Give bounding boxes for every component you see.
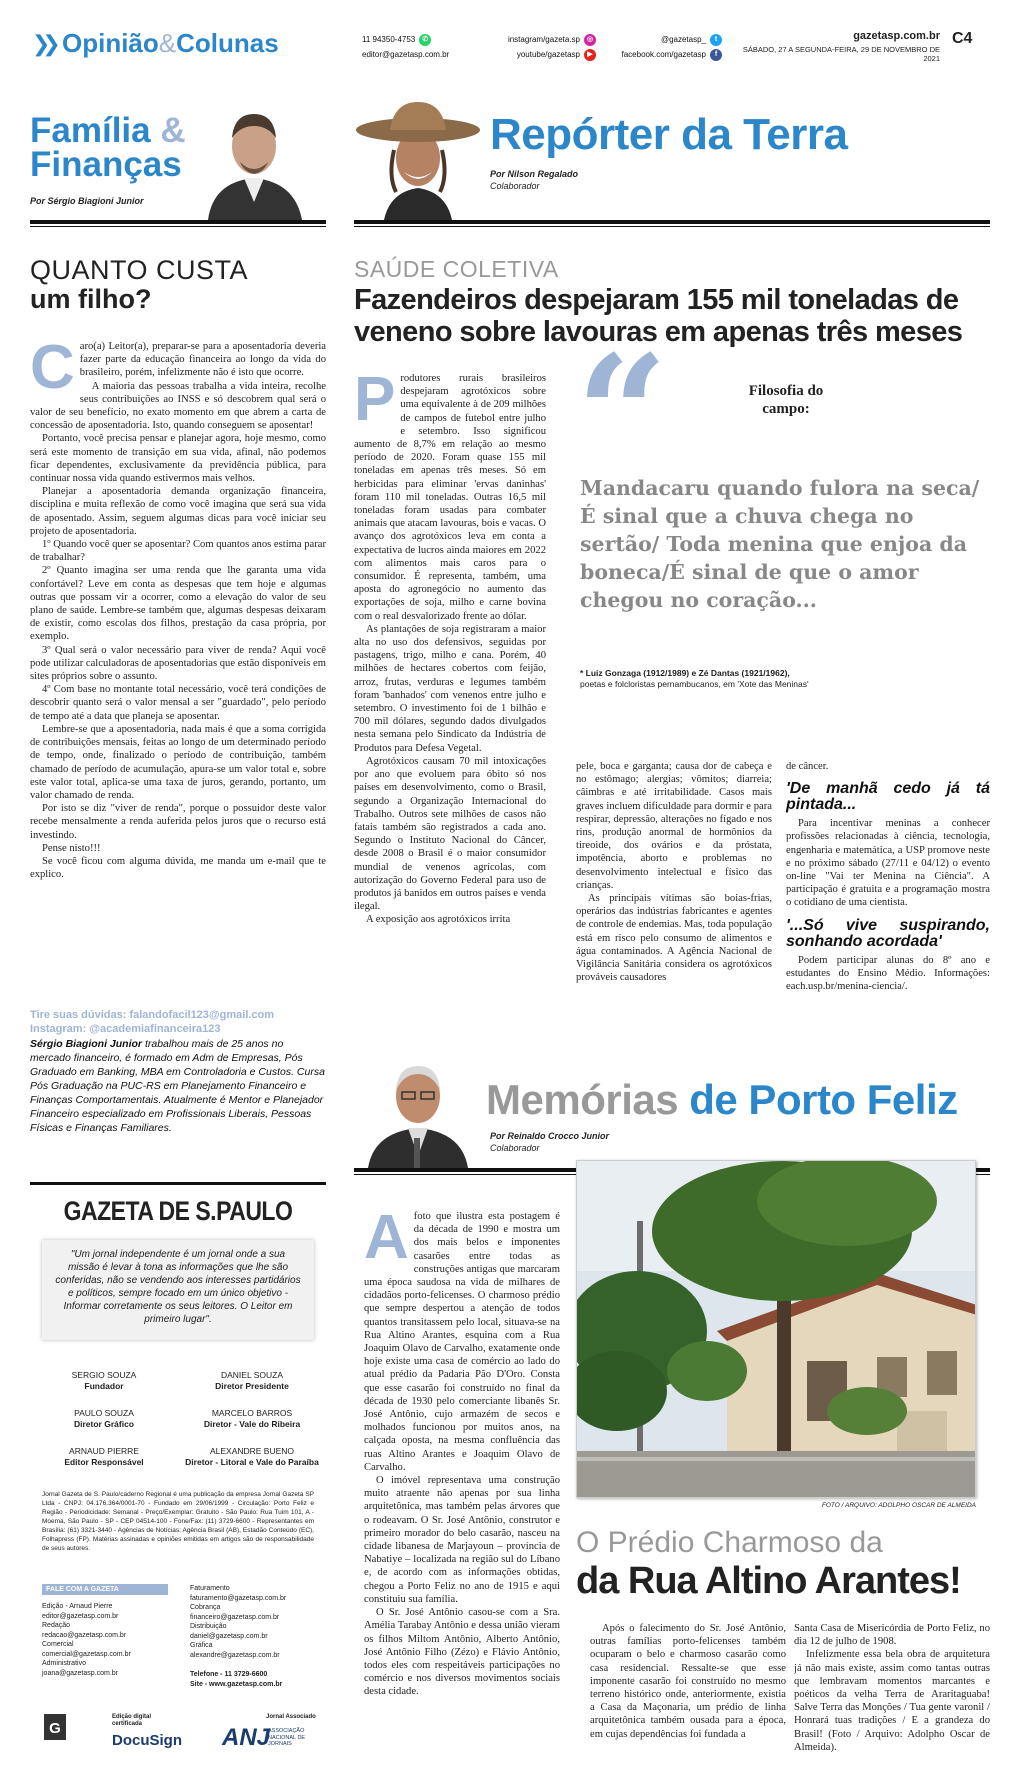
gazeta-footer-logos	[36, 1706, 326, 1760]
reporter-author: Por Nilson Regalado	[490, 169, 579, 179]
chevron-icon: ❯❯	[32, 32, 53, 57]
memorias-col3	[794, 1622, 990, 1772]
reporter-col1-p3: Agrotóxicos causam 70 mil intoxicações por ano que evoluem para óbito só nos países em desenvolvimento, como o Brasil, segundo a Organização Internacional do Trabalho. Outros sete milhões de casos não fatais também são registrados a cada ano. Segundo o Instituto Nacional do Câncer, desde 2008 o Brasil é o maior consumidor mundial de venenos agrícolas, com autorização do Governo Federal para uso de produtos já banidos em outros países e venda ilegal.	[354, 755, 546, 913]
memorias-p3: O Sr. José Antônio casou-se com a Sra. Amélia Tarabay Antônio e dessa união vieram os filhos Miltom Antônio, Alberto Antônio, José Antônio Filho (Zézo) e Flávio Antônio, todos eles com respeitáveis participações no comércio e nos diversos movimentos sociais desta cidade.	[364, 1607, 560, 1698]
memorias-c2: Após o falecimento do Sr. José Antônio, outras famílias porto-felicenses também ocuparam o belo e charmoso casarão como casa residencial. Ressalte-se que esse imponente casarão foi construído no mesmo terreno histórico onde, anteriormente, existia a Casa da Maçonaria, um prédio de linha arquitetônica também ousada para a época, em cujas dependências foi fundada a	[590, 1623, 786, 1740]
familia-email-contact[interactable]: Tire suas dúvidas: falandofacil123@gmail.com	[30, 1009, 275, 1021]
phone-number: 11 94350-4753	[362, 35, 416, 45]
reporter-dropcap: P	[354, 372, 396, 434]
familia-byline: Por Sérgio Biagioni Junior	[30, 196, 144, 206]
reporter-role: Colaborador	[490, 181, 540, 191]
fale-com-a-gazeta-label: FALE COM A GAZETA	[42, 1584, 168, 1595]
reporter-col3-p1: de câncer.	[786, 761, 829, 772]
gazeta-contacts-left: Edição - Arnaud Pierre editor@gazetasp.com.br Redação redacao@gazetasp.com.br Comercial comercial@gazetasp.com.br Administrativo joana@gazetasp.com.br	[42, 1603, 131, 1677]
reporter-headline: Fazendeiros despejaram 155 mil toneladas de veneno sobre lavouras em apenas três meses	[354, 284, 963, 348]
familia-headline-line1: QUANTO CUSTA	[30, 255, 249, 285]
site-url[interactable]: gazetasp.com.br	[853, 30, 940, 42]
reporter-col3	[786, 760, 990, 1020]
reporter-rule	[354, 220, 990, 224]
reporter-col1	[354, 372, 546, 1020]
memorias-role: Colaborador	[490, 1143, 540, 1153]
section-title-opiniao: Opinião	[62, 28, 159, 58]
familia-rule-thin	[30, 226, 326, 227]
staff-member: SERGIO SOUZA Fundador	[71, 1370, 137, 1391]
gazeta-site[interactable]: Site - www.gazetasp.com.br	[190, 1680, 283, 1688]
reporter-col2-p2: As principais vítimas são boias-frias, operários das indústrias fabricantes e agentes de controle de endemias. Mas, toda população está em risco pelo consumo de alimentos e água contaminados. A Agência Nacional de Vigilância Sanitária considera os agrotóxicos prováveis causadores	[576, 893, 772, 984]
gazeta-small-logo	[42, 1712, 70, 1748]
anj-label: Jornal Associado	[266, 1714, 316, 1720]
familia-title1: Família	[30, 111, 151, 150]
page-number: C4	[952, 30, 973, 47]
docusign-label: Edição digital certificada	[112, 1714, 152, 1727]
reporter-col3-p2: Para incentivar meninas a conhecer profissões relacionadas à ciência, tecnologia, engenharia e matemática, a USP promove neste e no próximo sábado (27/11 e 04/12) o evento on-line "Vai ter Menina na Ciência". A participação é gratuita e a programação mostra o cotidiano de uma cientista.	[786, 818, 990, 909]
memorias-p2: O imóvel representava uma construção muito atraente não apenas por sua linha arquitetônica, mas também pelas árvores que o rodeavam. O Sr. José Antônio, construtor e primeiro morador do belo casarão, nasceu na cidade libanesa de Marjayoun – província de Nabatiye – localizada na região sul do Líbano e, de acordo com as informações obtidas, chegou a Porto Feliz no ano de 1915 e aqui constituiu sua família.	[364, 1475, 560, 1605]
memorias-headline	[576, 1526, 990, 1602]
svg-text:G: G	[49, 1720, 61, 1737]
gazeta-phone-site	[190, 1670, 316, 1689]
familia-p7: 3º Qual será o valor necessário para viver de renda? Aqui você pode utilizar calculadoras de aposentadorias que estão disponíveis em sites próprios sobre o assunto.	[30, 644, 326, 683]
memorias-byline	[490, 1130, 609, 1154]
familia-p4: Planejar a aposentadoria demanda organização financeira, disciplina e muita reflexão de como você imagina que será sua vida de aposentado. Assim, seguem algumas dicas para você iniciar seu projeto de aposentadoria.	[30, 486, 326, 537]
columnist-portrait-nilson	[354, 96, 482, 220]
memorias-col1	[364, 1210, 560, 1768]
memorias-c3b: Infelizmente essa bela obra de arquitetura já não mais existe, assim como tantas outras que lembravam momentos marcantes e poéticos da velha Terra de Araritaguaba! Salve Terra das Monções / Tua gente varonil / Honrará tuas tradições / E a grandeza do Brasil! (Foto / Arquivo: Adolpho Oscar de Almeida).	[794, 1649, 990, 1753]
familia-bio-name: Sérgio Biagioni Junior	[30, 1038, 143, 1050]
familia-p5: 1º Quando você quer se aposentar? Com quantos anos estima parar de trabalhar?	[30, 539, 326, 564]
familia-title2: Finanças	[30, 145, 182, 184]
memorias-headline-line2: da Rua Altino Arantes!	[576, 1560, 961, 1602]
gazeta-staff-grid	[30, 1370, 326, 1468]
familia-amp: &	[160, 111, 186, 150]
issue-date: SÁBADO, 27 A SEGUNDA-FEIRA, 29 DE NOVEMBRO DE 2021	[742, 45, 940, 63]
quote-credit-text: poetas e folcloristas pernambucanos, em 'Xote das Meninas'	[580, 679, 809, 689]
twitter-handle[interactable]: @gazetasp_	[660, 35, 706, 45]
familia-bio	[30, 1037, 326, 1135]
instagram-handle[interactable]: instagram/gazeta.sp	[507, 35, 580, 45]
memorias-column-title	[486, 1076, 958, 1124]
familia-p3: Portanto, você precisa pensar e planejar agora, hoje mesmo, como será este momento de transição em sua vida, afinal, não podemos ficar dependentes, exclusivamente da previdência pública, para continuar nossa vida quando estivermos mais velhos.	[30, 433, 326, 485]
memorias-author: Por Reinaldo Crocco Junior	[490, 1131, 610, 1141]
familia-article-body	[30, 340, 326, 980]
quote-credit-bold: * Luiz Gonzaga (1912/1989) e Zé Dantas (1921/1962),	[580, 668, 790, 678]
staff-member: ARNAUD PIERRE Editor Responsável	[64, 1446, 144, 1467]
familia-p1: aro(a) Leitor(a), preparar-se para a aposentadoria deveria fazer parte da educação financeira ao longo da vida do brasileiro, porém, infelizmente não é isto que ocorre.	[79, 341, 326, 379]
reporter-subhead-2: '...Só vive suspirando, sonhando acordada'	[786, 916, 990, 950]
anj-logo: ANJ	[222, 1724, 271, 1751]
header-contact-left	[362, 34, 472, 60]
youtube-handle[interactable]: youtube/gazetasp	[516, 50, 580, 60]
quote-label: Filosofia do campo:	[748, 383, 824, 417]
columnist-portrait-sergio	[198, 102, 310, 220]
facebook-icon[interactable]: f	[710, 49, 722, 61]
staff-member: ALEXANDRE BUENO Diretor - Litoral e Vale do Paraíba	[185, 1446, 319, 1467]
familia-contacts	[30, 1008, 326, 1036]
reporter-col1-p2: As plantações de soja registraram a maior alta no uso dos defensivos, seguidas por pastagens, trigo, milho e cana. Porém, 40 milhões de hectares cobertos com feijão, arroz, frutas, verduras e legumes também foram 'banhados' com venenos entre julho e setembro. O investimento foi de 1 bilhão e 700 mil dólares, segundo dados divulgados nesta semana pelo Sindicato da Indústria de Produtos para Defesa Vegetal.	[354, 623, 546, 754]
header-contact-social	[486, 34, 596, 61]
familia-p11: Pense nisto!!!	[42, 842, 101, 854]
staff-member: DANIEL SOUZA Diretor Presidente	[215, 1370, 289, 1391]
familia-headline	[30, 256, 326, 314]
memorias-title1: Memórias	[486, 1076, 679, 1123]
reporter-col2	[576, 760, 772, 1020]
familia-dropcap: C	[30, 340, 75, 402]
section-header	[30, 26, 330, 60]
quote-block	[576, 320, 990, 704]
reporter-col1-p4: A exposição aos agrotóxicos irrita	[366, 914, 511, 926]
casarao-photo	[576, 1160, 976, 1498]
reporter-col1-p1: rodutores rurais brasileiros despejaram agrotóxicos sobre uma equivalente à de 209 milhões de campos de futebol entre julho e setembro. Isso significou aumento de 8,7% em relação ao mesmo período de 2020. Foram quase 155 mil toneladas em apenas três meses. Só em herbicidas para eliminar 'ervas daninhas' foram 110 mil toneladas. Outras 16,5 mil toneladas foram usadas para combater animais que atacam lavouras, bois e vacas. O avanço dos agrotóxicos leva em conta a expectativa de lucros ainda maiores em 2022 com alimentos mais caros para o consumidor. É representa, também, uma aposta do agronegócio no aumento das exportações de soja, milho e carne bovina com o real desvalorizado frente ao dólar.	[354, 373, 546, 622]
familia-rule	[30, 220, 326, 224]
reporter-col3-p3: Podem participar alunas do 8º ano e estudantes do Ensino Médio. Informações: each.usp.br/menina-ciencia/.	[786, 954, 990, 993]
staff-member: MARCELO BARROS Diretor - Vale do Ribeira	[203, 1408, 301, 1429]
memorias-p1: foto que ilustra esta postagem é da década de 1990 e mostra um dos mais belos e imponentes casarões entre todas as construções antigas que marcaram uma época saudosa na vida de milhares de cidadãos porto-felicenses. O charmoso prédio que sempre despertou a atenção de todos quantos transitassem pelo local, situava-se na Rua Altino Arantes, esquina com a Rua Joaquim Olavo de Carvalho, exatamente onde hoje existe uma casa de comércio ao lado do atual prédio da Padaria Pão D'Oro. Consta que esse casarão foi construído no final da década de 1930 pelo comerciante libanês Sr. José Antônio, cujo armazém de secos e molhados funcionou por muitos anos, na calçada oposta, na mesma confluência das ruas Altino Arantes e Joaquim Olavo de Carvalho.	[364, 1211, 560, 1473]
familia-bio-text: trabalhou mais de 25 anos no mercado financeiro, é formado em Adm de Empresas, Pós Graduado em Banking, MBA em Controladoria e Custos. Cursa Pós Graduação na PUC-RS em Planejamento Financeiro e Finanças Comportamentais. Atualmente é Mentor e Planejador Financeiro especializado em Profissionais Liberais, Pessoas Físicas e Finanças Familiares.	[30, 1038, 325, 1134]
gazeta-quote: "Um jornal independente é um jornal onde a sua missão é levar à tona as informações que lhe são conferidas, não se vendendo aos interesses partidários e políticos, sempre focado em um único objetivo - Informar corretamente os seus leitores. O Leitor em primeiro lugar".	[55, 1249, 301, 1325]
instagram-icon[interactable]: ◎	[584, 34, 596, 46]
memorias-col2	[590, 1622, 786, 1772]
reporter-column-title: Repórter da Terra	[490, 110, 848, 159]
facebook-handle[interactable]: facebook.com/gazetasp	[621, 50, 706, 60]
header-contact-social2	[604, 34, 722, 61]
familia-p12: Se você ficou com alguma dúvida, me manda um e-mail que te explico.	[30, 855, 326, 881]
memorias-headline-line1: O Prédio Charmoso da	[576, 1526, 883, 1559]
familia-p8: 4º Com base no montante total necessário, você terá condições de descobrir quanto será o valor mensal a ser "guardado", pelo período de tempo até a data que planeja se aposentar.	[30, 684, 326, 722]
staff-member: PAULO SOUZA Diretor Gráfico	[74, 1408, 134, 1429]
familia-column-title	[30, 111, 210, 184]
familia-p6: 2º Quanto imagina ser uma renda que lhe garanta uma vida confortável? Leve em conta as despesas que tem hoje e algumas outras que possam vir a ocorrer, como a elevação do valor de seu plano de saúde. Lembre-se também que, algumas despesas deixaram de existir, como escolas dos filhos, prestação da casa própria, por exemplo.	[30, 565, 326, 643]
reporter-byline	[490, 168, 578, 192]
whatsapp-icon[interactable]: ✆	[419, 34, 431, 46]
section-title-colunas: Colunas	[176, 28, 279, 58]
docusign-logo: DocuSign	[112, 1732, 182, 1749]
section-title-amp: &	[158, 28, 177, 58]
memorias-dropcap: A	[364, 1210, 409, 1272]
photo-credit: FOTO / ARQUIVO: ADOLPHO OSCAR DE ALMEIDA	[821, 1502, 976, 1509]
memorias-title2: de Porto Feliz	[689, 1076, 958, 1123]
anj-subtitle: ASSOCIAÇÃO NACIONAL DE JORNAIS	[268, 1728, 306, 1747]
gazeta-legal-text: Jornal Gazeta de S. Paulo/caderno Regional é uma publicação da empresa Jornal Gazeta SP Ltda - CNPJ: 04.176.364/0001-70 - Fundado em 29/06/1999 - Circulação: Porto Feliz e Região - Periodicidade: Semanal - Preço/Exemplar: Gratuito - São Paulo: Rua Tuim 101, A - Moema, São Paulo - SP - CEP 04514-100 - Fone/Fax: (11) 3729-6600 - Representantes em Brasília: (61) 3321-3440 - Agências de Notícias: Agência Brasil (AB), Estadão Conteúdo (EC), Folhapress (FP). Matérias assinadas e opiniões emitidas em artigos são de responsabilidade de seus autores.	[42, 1491, 314, 1552]
columnist-portrait-reinaldo	[360, 1052, 476, 1168]
gazeta-contacts-right: Faturamento faturamento@gazetasp.com.br Cobrança financeiro@gazetasp.com.br Distribuição daniel@gazetasp.com.br Gráfica alexandre@gazetasp.com.br	[190, 1585, 287, 1659]
quote-text: Mandacaru quando fulora na seca/É sinal que a chuva chega no sertão/ Toda menina que enjoa da boneca/É sinal de que o amor chegou no coração...	[580, 476, 980, 612]
familia-p2: A maioria das pessoas trabalha a vida inteira, recolhe seus contribuições ao INSS e só descobrem qual será o valor de seu benefício, no exato momento em que abrem a carta de concessão de aposentadoria. Isto, quando conseguem se aposentar!	[30, 380, 326, 432]
gazeta-phone: Telefone - 11 3729-6600	[190, 1671, 268, 1678]
twitter-icon[interactable]: t	[710, 34, 722, 46]
youtube-icon[interactable]: ▶	[584, 49, 596, 61]
familia-p10: Por isto se diz "viver de renda", porque o possuidor deste valor recebe mensalmente a renda auferida pelos juros que o recurso está investindo.	[30, 803, 326, 841]
familia-p9: Lembre-se que a aposentadoria, nada mais é que a soma corrigida de contribuições mensais, feitas ao longo de um determinado período de tempo, onde, finalizado o período de contribuição, também chamado de período de acumulação, apura-se um valor total e, sobre este valor total, aplica-se uma taxa de juros, gerando, portanto, um valor chamado de renda.	[30, 723, 326, 801]
quote-marks-icon: “	[576, 320, 669, 508]
reporter-kicker: SAÚDE COLETIVA	[354, 256, 559, 282]
gazeta-logo: GAZETA DE S.PAULO	[63, 1195, 293, 1226]
reporter-subhead-1: 'De manhã cedo já tá pintada...	[786, 780, 990, 814]
familia-instagram-contact[interactable]: Instagram: @academiafinanceira123	[30, 1023, 221, 1035]
familia-headline-line2: um filho?	[30, 284, 152, 314]
gazeta-rule-top	[30, 1182, 326, 1185]
header-site-date	[730, 30, 940, 63]
reporter-rule-thin	[354, 226, 990, 227]
memorias-c3: Santa Casa de Misericórdia de Porto Feliz, no dia 12 de julho de 1908.	[794, 1623, 990, 1648]
reporter-col2-p1: pele, boca e garganta; causa dor de cabeça e no estômago; alergias; vômitos; diarreia; câimbras e até irritabilidade. Casos mais graves incluem dificuldade para dormir e para respirar, depressão, alterações no fígado e nos rins, produção anormal de hormônios da tireoide, dos ovários e da próstata, impotência, aborto e problemas no desenvolvimento intelectual e físico das crianças.	[576, 761, 772, 891]
editor-email[interactable]: editor@gazetasp.com.br	[362, 50, 450, 59]
gazeta-quote-box	[42, 1240, 314, 1340]
quote-credit	[580, 668, 980, 690]
